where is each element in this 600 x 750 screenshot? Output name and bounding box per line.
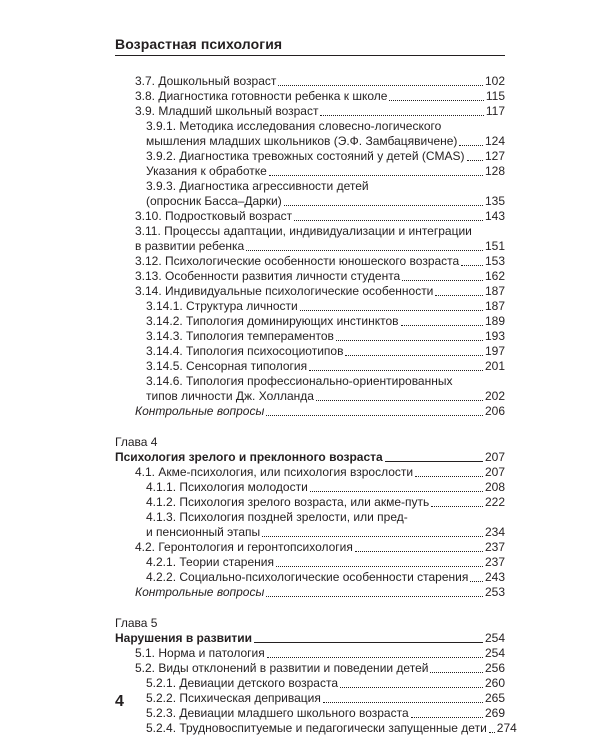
toc-entry-page: 237 — [484, 540, 505, 554]
toc-entry-page: 269 — [484, 706, 505, 720]
toc-entry — [115, 254, 505, 269]
dot-leader — [430, 672, 483, 673]
toc-entry-page: 124 — [484, 134, 505, 148]
chapter-label: Глава 4 — [115, 435, 158, 449]
toc-entry-page: 143 — [484, 209, 505, 223]
dot-leader — [340, 687, 483, 688]
toc-entry-page: 254 — [484, 631, 505, 645]
dot-leader — [467, 160, 483, 161]
chapter-label: Глава 5 — [115, 616, 158, 630]
toc-entry — [115, 209, 505, 224]
toc-entry — [115, 359, 505, 374]
toc-entry-page: 128 — [484, 164, 505, 178]
toc-entry-title: Контрольные вопросы — [135, 585, 265, 599]
toc-entry-title: 3.14.2. Типология доминирующих инстинктов — [146, 314, 399, 328]
toc-entry-title: (опросник Басса–Дарки) — [146, 194, 282, 208]
toc-entry-page: 197 — [484, 344, 505, 358]
toc-entry — [115, 134, 505, 149]
toc-entry-title: 5.2.1. Девиации детского возраста — [146, 676, 339, 690]
toc-entry-title: 4.2.2. Социально-психологические особенности старения — [146, 570, 469, 584]
toc-entry-page: 153 — [484, 254, 505, 268]
dot-leader — [435, 295, 483, 296]
toc-entry — [115, 299, 505, 314]
toc-entry — [115, 585, 505, 600]
toc-entry-page: 207 — [484, 465, 505, 479]
toc-entry-title: 5.2.2. Психическая депривация — [146, 691, 321, 705]
toc-entry-page: 254 — [484, 646, 505, 660]
dot-leader — [402, 280, 483, 281]
toc-entry — [115, 104, 505, 119]
dot-leader — [278, 85, 483, 86]
toc-entry — [115, 404, 505, 419]
dot-leader — [266, 596, 483, 597]
dot-leader — [316, 400, 483, 401]
dot-leader — [336, 340, 483, 341]
dot-leader — [309, 370, 483, 371]
toc-entry — [115, 495, 505, 510]
toc-entry — [115, 661, 505, 676]
toc-entry-line: 3.11. Процессы адаптации, индивидуализации и интеграции — [135, 224, 472, 238]
toc-entry — [115, 480, 505, 495]
dot-leader — [320, 115, 483, 116]
toc-entry-title: 3.7. Дошкольный возраст — [135, 74, 277, 88]
dot-leader — [262, 536, 483, 537]
toc-entry-page: 127 — [484, 149, 505, 163]
dot-leader — [276, 566, 483, 567]
dot-leader — [246, 250, 483, 251]
toc-entry-page: 274 — [496, 721, 517, 735]
toc-entry-page: 151 — [484, 239, 505, 253]
toc-entry-page: 202 — [484, 389, 505, 403]
toc-entry-title: 5.2.4. Трудновоспитуемые и педагогически запущенные дети — [146, 721, 487, 735]
dot-leader — [489, 732, 495, 733]
toc-entry — [115, 570, 505, 585]
dot-leader — [470, 581, 483, 582]
toc-entry-title: 3.14.5. Сенсорная типология — [146, 359, 308, 373]
dot-leader — [389, 100, 483, 101]
toc-entry-line: 3.14.6. Типология профессионально-ориентированных — [146, 374, 453, 388]
toc-entry-line: 4.1.3. Психология поздней зрелости, или пред- — [146, 510, 408, 524]
dot-leader — [461, 265, 483, 266]
dot-leader — [310, 491, 483, 492]
toc-entry-page: 115 — [485, 89, 505, 103]
dot-leader — [385, 461, 483, 462]
dot-leader — [323, 702, 483, 703]
toc-entry — [115, 721, 517, 736]
toc-entry-title: 4.1.1. Психология молодости — [146, 480, 308, 494]
toc-entry-line: 3.9.3. Диагностика агрессивности детей — [146, 179, 369, 193]
toc-entry — [115, 676, 505, 691]
dot-leader — [415, 476, 483, 477]
toc-entry-page: 117 — [485, 104, 505, 118]
toc-entry-page: 206 — [484, 404, 505, 418]
dot-leader — [254, 642, 483, 643]
toc-entry-title: типов личности Дж. Холланда — [146, 389, 314, 403]
toc-entry — [115, 540, 505, 555]
toc-entry-title: 3.8. Диагностика готовности ребенка к школе — [135, 89, 388, 103]
toc-entry — [115, 194, 505, 209]
toc-entry — [115, 149, 505, 164]
toc-entry — [115, 239, 505, 254]
toc-entry — [115, 555, 505, 570]
dot-leader — [401, 325, 483, 326]
toc-entry — [115, 74, 505, 89]
dot-leader — [269, 175, 483, 176]
dot-leader — [459, 145, 483, 146]
toc-entry-title: 4.1.2. Психология зрелого возраста, или акме-путь — [146, 495, 430, 509]
toc-entry-title: 4.1. Акме-психология, или психология взрослости — [135, 465, 414, 479]
toc-entry-page: 265 — [484, 691, 505, 705]
toc-entry-title: 3.14.3. Типология темпераментов — [146, 329, 334, 343]
toc-entry-title: в развитии ребенка — [135, 239, 245, 253]
toc-entry-title: Психология зрелого и преклонного возраста — [115, 450, 383, 464]
toc-entry-page: 243 — [484, 570, 505, 584]
dot-leader — [431, 506, 483, 507]
toc-entry-title: и пенсионный этапы — [146, 525, 261, 539]
toc-entry-title: Контрольные вопросы — [135, 404, 265, 418]
toc-entry-title: 3.14.4. Типология психосоциотипов — [146, 344, 344, 358]
toc-entry-page: 187 — [484, 299, 505, 313]
toc-entry-page: 237 — [484, 555, 505, 569]
toc-entry-page: 207 — [484, 450, 505, 464]
toc-entry-page: 193 — [484, 329, 505, 343]
toc-entry — [115, 164, 505, 179]
toc-entry — [115, 525, 505, 540]
toc-entry — [115, 389, 505, 404]
toc-entry-page: 102 — [484, 74, 505, 88]
toc-entry — [115, 706, 505, 721]
toc-entry-title: 5.2.3. Девиации младшего школьного возраста — [146, 706, 409, 720]
toc-entry-title: 5.2. Виды отклонений в развитии и поведении детей — [135, 661, 429, 675]
running-header — [115, 35, 505, 56]
toc-entry-page: 189 — [484, 314, 505, 328]
toc-entry — [115, 89, 505, 104]
dot-leader — [411, 717, 483, 718]
header-rule — [115, 55, 505, 56]
header-title: Возрастная психология — [115, 36, 283, 52]
toc-entry — [115, 646, 505, 661]
toc-entry-title: Нарушения в развитии — [115, 631, 253, 645]
toc-entry-page: 187 — [484, 284, 505, 298]
toc-entry-title: 3.12. Психологические особенности юношеского возраста — [135, 254, 460, 268]
toc-entry — [115, 691, 505, 706]
toc-entry-title: 4.2.1. Теории старения — [146, 555, 274, 569]
toc-entry — [115, 269, 505, 284]
chapter-title-entry — [115, 450, 505, 465]
toc-entry-page: 234 — [484, 525, 505, 539]
page-number: 4 — [115, 693, 124, 710]
toc-entry-title: 3.13. Особенности развития личности студента — [135, 269, 401, 283]
toc-entry-title: мышления младших школьников (Э.Ф. Замбацявичене) — [146, 134, 458, 148]
toc-entry-page: 222 — [484, 495, 505, 509]
toc-entry — [115, 344, 505, 359]
dot-leader — [300, 310, 483, 311]
toc-entry-page: 201 — [484, 359, 505, 373]
dot-leader — [355, 551, 483, 552]
toc-entry-page: 256 — [484, 661, 505, 675]
toc-entry-page: 135 — [484, 194, 505, 208]
toc-entry-line: 3.9.1. Методика исследования словесно-логического — [146, 119, 442, 133]
dot-leader — [266, 415, 483, 416]
dot-leader — [345, 355, 483, 356]
toc-entry-title: 3.9.2. Диагностика тревожных состояний у детей (CMAS) — [146, 149, 465, 163]
toc-entry-title: 3.10. Подростковый возраст — [135, 209, 293, 223]
dot-leader — [267, 657, 483, 658]
dot-leader — [284, 205, 483, 206]
toc-entry — [115, 284, 505, 299]
table-of-contents — [115, 74, 517, 736]
toc-entry-title: 3.9. Младший школьный возраст — [135, 104, 319, 118]
toc-entry — [115, 314, 505, 329]
toc-entry-page: 162 — [484, 269, 505, 283]
toc-entry-title: 4.2. Геронтология и геронтопсихология — [135, 540, 353, 554]
toc-entry-title: 3.14. Индивидуальные психологические особенности — [135, 284, 434, 298]
dot-leader — [294, 220, 483, 221]
toc-entry — [115, 329, 505, 344]
toc-entry-page: 260 — [484, 676, 505, 690]
chapter-title-entry — [115, 631, 505, 646]
toc-entry-title: Указания к обработке — [146, 164, 267, 178]
toc-entry-page: 208 — [484, 480, 505, 494]
toc-entry-page: 253 — [484, 585, 505, 599]
toc-entry-title: 5.1. Норма и патология — [135, 646, 265, 660]
toc-entry — [115, 465, 505, 480]
toc-entry-title: 3.14.1. Структура личности — [146, 299, 298, 313]
